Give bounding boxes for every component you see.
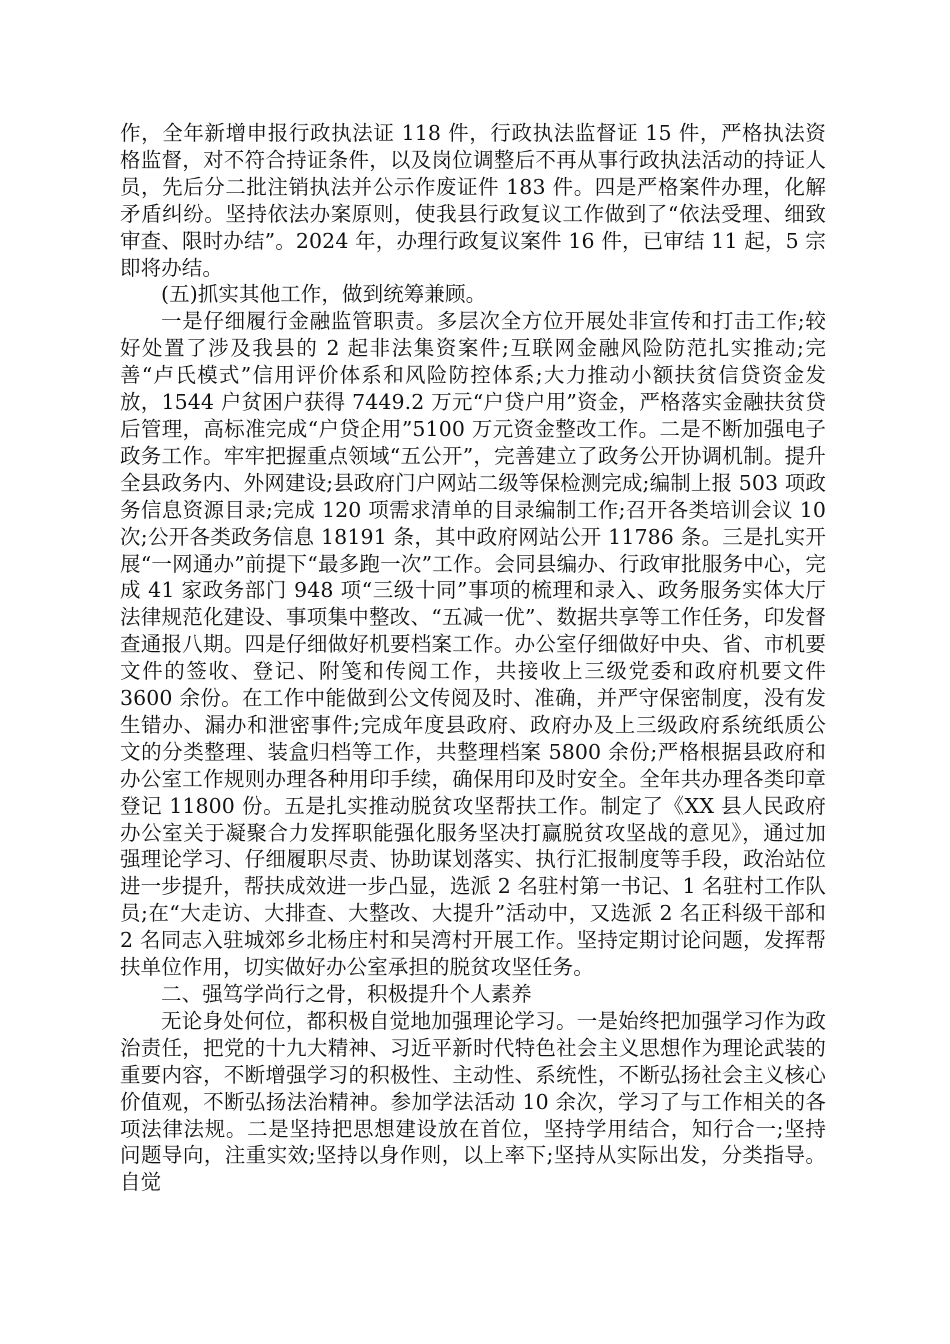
document-body [120, 120, 826, 1196]
paragraph-other-work: 一是仔细履行金融监管职责。多层次全方位开展处非宣传和打击工作;较好处置了涉及我县的 2 起非法集资案件;互联网金融风险防范扎实推动;完善“卢氏模式”信用评价体系和风险防控体系;大力推动小额扶贫信贷资金发放，1544 户贫困户获得 7449.2 万元“户贷户用”资金，严格落实金融扶贫贷后管理，高标准完成“户贷企用”5100 万元资金整改工作。二是不断加强电子政务工作。牢牢把握重点领域“五公开”，完善建立了政务公开协调机制。提升全县政务内、外网建设;县政府门户网站二级等保检测完成;编制上报 503 项政务信息资源目录;完成 120 项需求清单的目录编制工作;召开各类培训会议 10 次;公开各类政务信息 18191 条，其中政府网站公开 11786 条。三是扎实开展“一网通办”前提下“最多跑一次”工作。会同县编办、行政审批服务中心，完成 41 家政务部门 948 项“三级十同”事项的梳理和录入、政务服务实体大厅法律规范化建设、事项集中整改、“五减一优”、数据共享等工作任务，印发督查通报八期。四是仔细做好机要档案工作。办公室仔细做好中央、省、市机要文件的签收、登记、附笺和传阅工作，共接收上三级党委和政府机要文件 3600 余份。在工作中能做到公文传阅及时、准确，并严守保密制度，没有发生错办、漏办和泄密事件;完成年度县政府、政府办及上三级政府系统纸质公文的分类整理、装盒归档等工作，共整理档案 5800 余份;严格根据县政府和办公室工作规则办理各种用印手续，确保用印及时安全。全年共办理各类印章登记 11800 份。五是扎实推动脱贫攻坚帮扶工作。制定了《XX 县人民政府办公室关于凝聚合力发挥职能强化服务坚决打赢脱贫攻坚战的意见》，通过加强理论学习、仔细履职尽责、协助谋划落实、执行汇报制度等手段，政治站位进一步提升，帮扶成效进一步凸显，选派 2 名驻村第一书记、1 名驻村工作队员;在“大走访、大排查、大整改、大提升”活动中，又选派 2 名正科级干部和 2 名同志入驻城郊乡北杨庄村和吴湾村开展工作。坚持定期讨论问题，发挥帮扶单位作用，切实做好办公室承担的脱贫攻坚任务。 [120, 309, 826, 980]
section-heading-other-work: (五)抓实其他工作，做到统筹兼顾。 [161, 282, 487, 307]
section-heading-learning: 二、强笃学尚行之骨，积极提升个人素养 [161, 982, 532, 1006]
paragraph-learning: 无论身处何位，都积极自觉地加强理论学习。一是始终把加强学习作为政治责任，把党的十九大精神、习近平新时代特色社会主义思想作为理论武装的重要内容，不断增强学习的积极性、主动性、系统性，不断弘扬社会主义核心价值观，不断弘扬法治精神。参加学法活动 10 余次，学习了与工作相关的各项法律法规。二是坚持把思想建设放在首位，坚持学用结合，知行合一;坚持问题导向，注重实效;坚持以身作则，以上率下;坚持从实际出发，分类指导。自觉 [120, 1008, 826, 1195]
paragraph-continuation: 作，全年新增申报行政执法证 118 件，行政执法监督证 15 件，严格执法资格监督，对不符合持证条件，以及岗位调整后不再从事行政执法活动的持证人员，先后分二批注销执法并公示作废证件 183 件。四是严格案件办理，化解矛盾纠纷。坚持依法办案原则，使我县行政复议工作做到了“依法受理、细致审查、限时办结”。2024 年，办理行政复议案件 16 件，已审结 11 起，5 宗即将办结。 [120, 121, 826, 280]
